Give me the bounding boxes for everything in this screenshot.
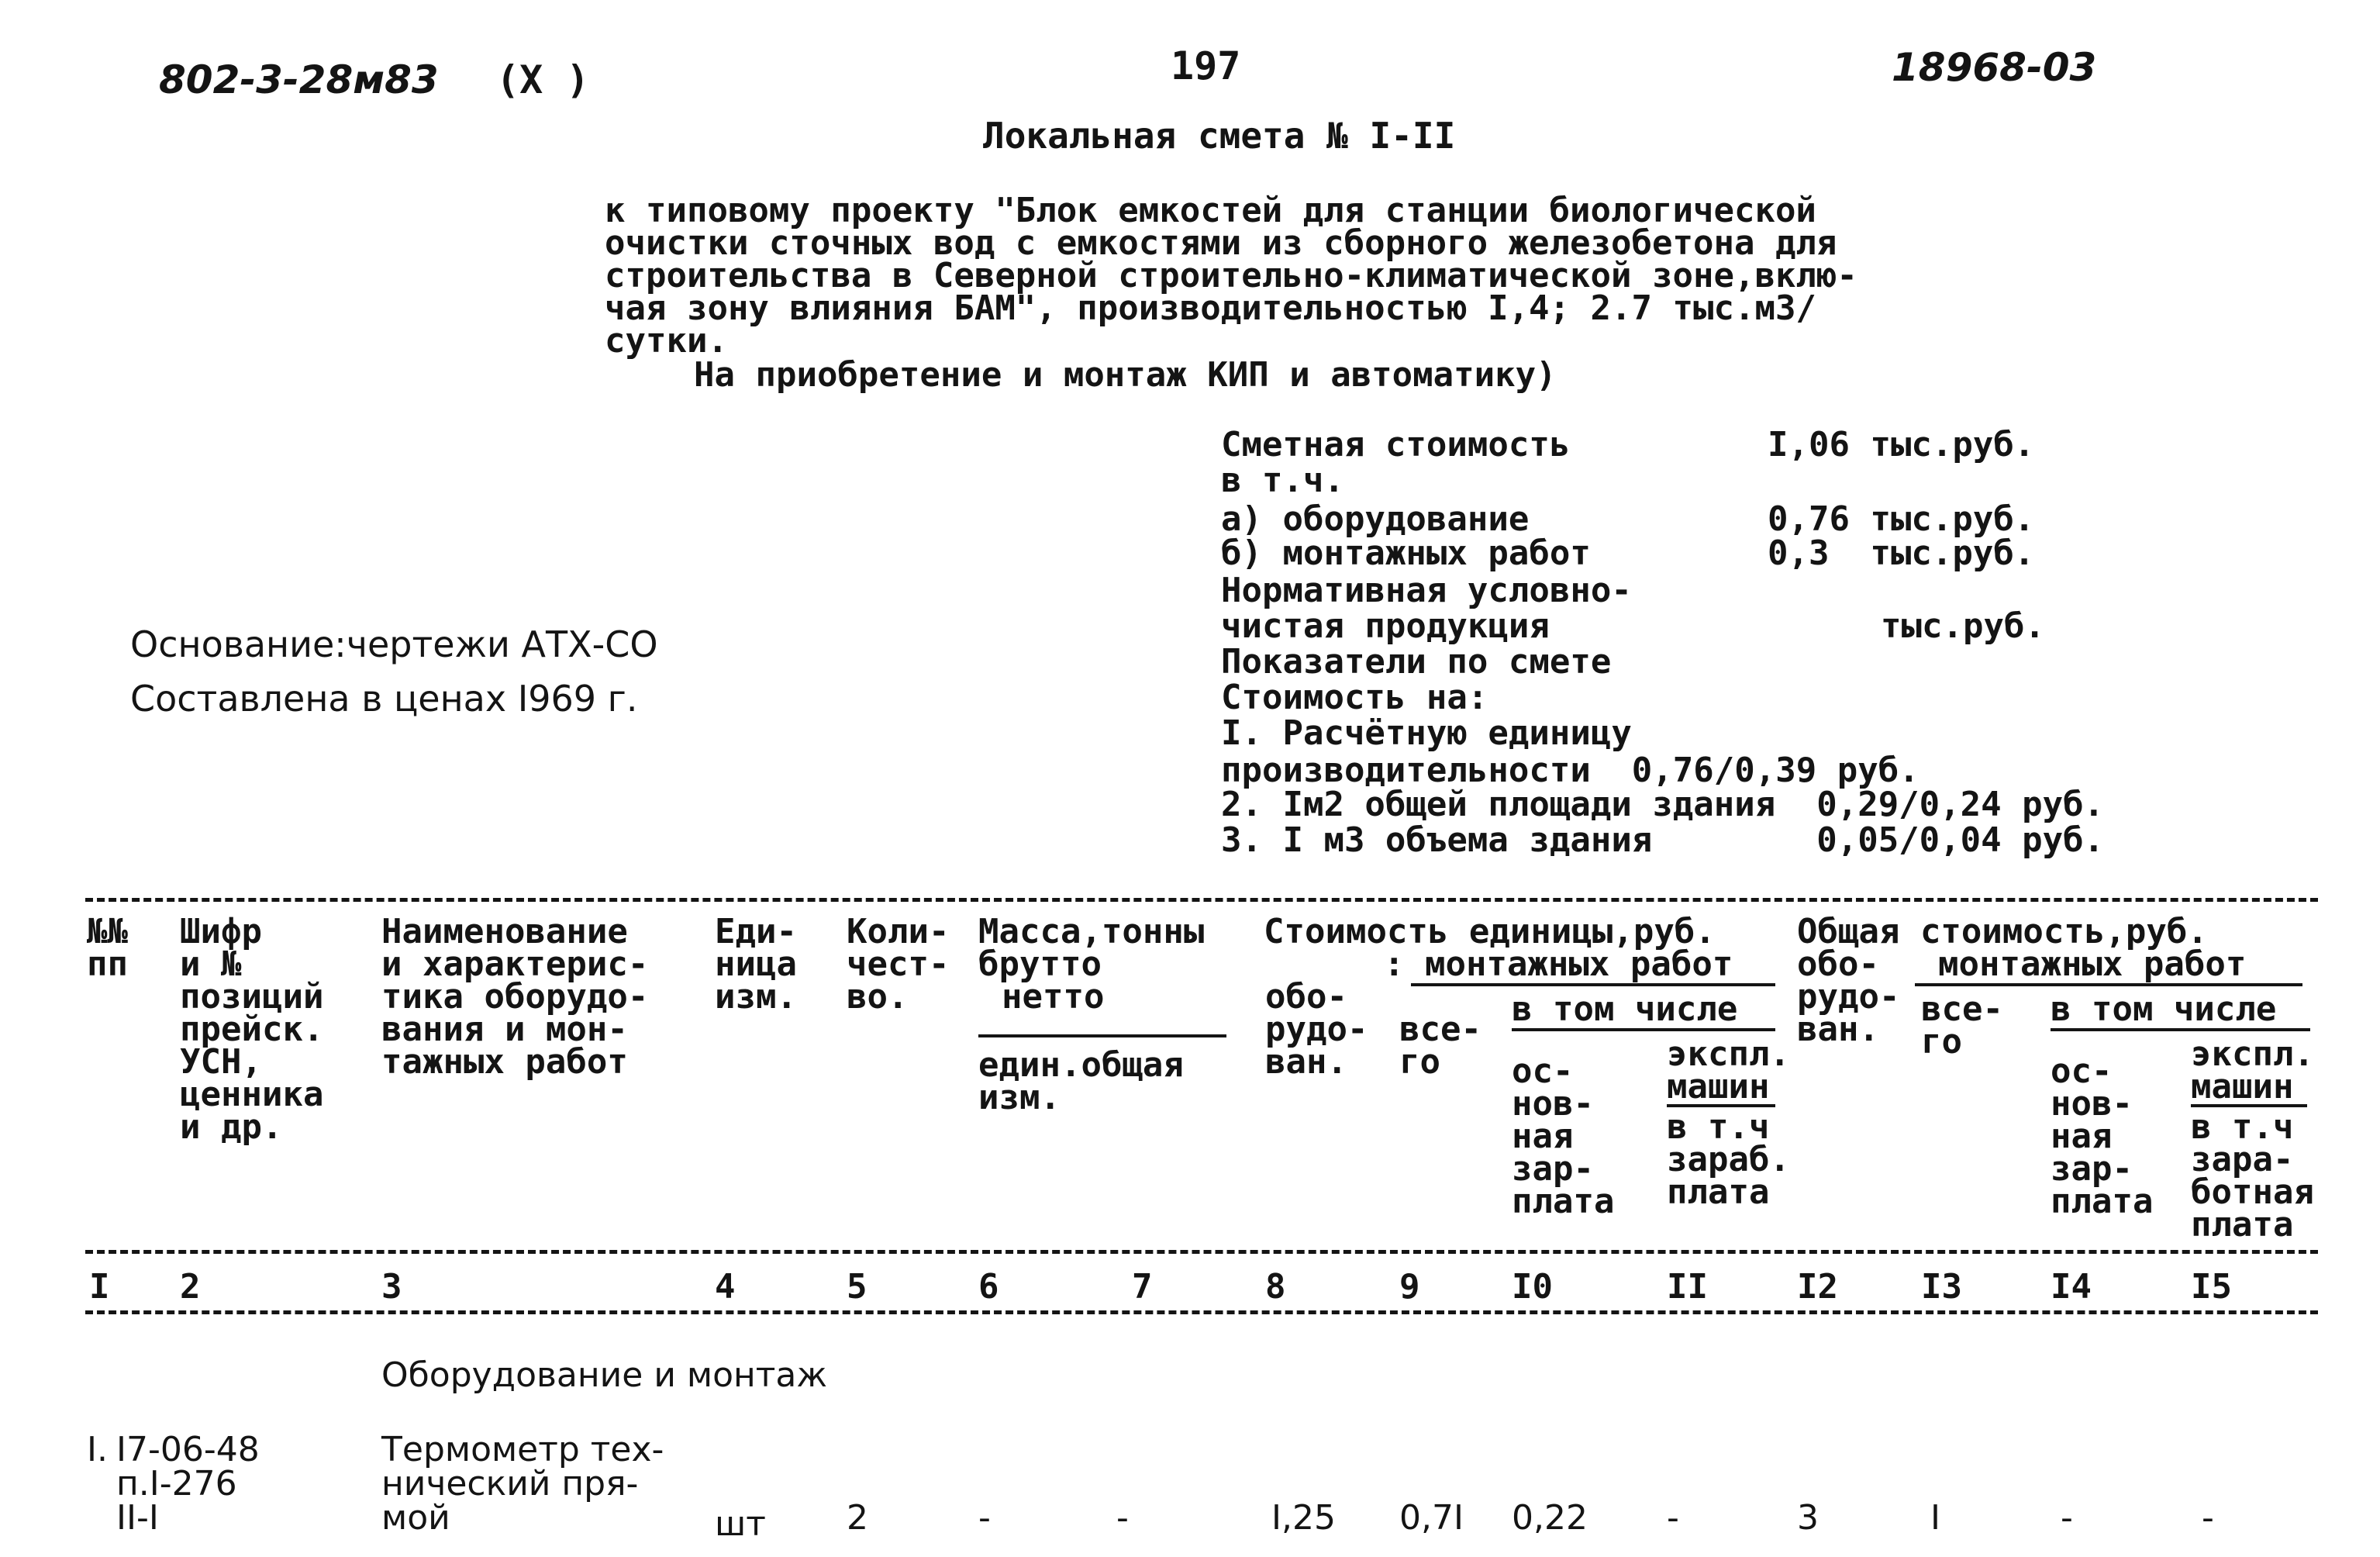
header-cell: все- [1399, 1010, 1481, 1049]
summary-value: тыс.руб. [1881, 606, 2045, 646]
summary-label: 3. I м3 объема здания 0,05/0,04 руб. [1221, 820, 2105, 860]
header-cell: изм. [978, 1078, 1061, 1117]
column-number: I0 [1512, 1267, 1553, 1307]
header-cell: в том числе [2051, 989, 2277, 1029]
row-equip-cost: I,25 [1271, 1498, 1336, 1538]
header-cell: ос- [1512, 1051, 1574, 1091]
row-name: нический пря- [381, 1464, 639, 1503]
header-cell: №№ [87, 912, 128, 951]
header-cell: экспл. [1667, 1034, 1790, 1074]
header-cell: зар- [1512, 1149, 1594, 1189]
header-cell: и др. [180, 1107, 283, 1147]
header-cell: пп [87, 944, 128, 984]
column-number: I4 [2051, 1267, 2092, 1307]
header-rule [2051, 1028, 2310, 1031]
header-cell: изм. [715, 977, 797, 1017]
table-top-rule [85, 898, 2318, 902]
summary-label: Стоимость на: [1221, 678, 1488, 717]
header-cell: зар- [2051, 1149, 2133, 1189]
header-cell: УСН, [180, 1042, 262, 1082]
row-mass-unit: - [978, 1498, 991, 1538]
intro-line: очистки сточных вод с емкостями из сборного железобетона для [605, 223, 1837, 263]
purpose-line: На приобретение и монтаж КИП и автоматику) [694, 355, 1557, 395]
header-cell: вания и мон- [381, 1010, 628, 1049]
header-cell: : монтажных работ [1384, 944, 1733, 984]
header-cell: и характерис- [381, 944, 649, 984]
row-quantity: 2 [847, 1498, 868, 1538]
row-code: II-I [116, 1498, 159, 1538]
header-cell: Еди- [715, 912, 797, 951]
column-number: 5 [847, 1267, 867, 1307]
row-total-equip: 3 [1797, 1498, 1819, 1538]
basis-line: Основание:чертежи АТХ-СО [130, 623, 658, 665]
row-code: п.I-276 [116, 1464, 237, 1503]
document-title: Локальная смета № I-II [983, 115, 1456, 157]
row-code: I7-06-48 [116, 1430, 260, 1469]
header-cell: прейск. [180, 1010, 324, 1049]
row-number: I. [87, 1430, 108, 1469]
row-unit: шт [715, 1504, 766, 1544]
header-cell: нов- [2051, 1084, 2133, 1124]
header-cell: ница [715, 944, 797, 984]
header-cell: обо- [1265, 977, 1347, 1017]
header-cell: ван. [1265, 1042, 1347, 1082]
summary-value: I,06 тыс.руб. [1768, 425, 2035, 464]
header-cell: тажных работ [381, 1042, 628, 1082]
summary-label: производительности 0,76/0,39 руб. [1221, 751, 1920, 790]
intro-line: к типовому проекту "Блок емкостей для станции биологической [605, 191, 1816, 230]
header-cell: Общая стоимость,руб. [1797, 912, 2208, 951]
header-cell: ная [2051, 1117, 2113, 1156]
document-code: 802-3-28м83 [159, 57, 439, 102]
header-cell: зараб. [1667, 1140, 1790, 1179]
inventory-number: 18968-03 [1892, 45, 2097, 90]
header-cell: рудо- [1265, 1010, 1368, 1049]
header-cell: го [1921, 1022, 1962, 1062]
header-cell: плата [2051, 1182, 2154, 1221]
header-cell: един.общая [978, 1045, 1184, 1085]
row-name: Термометр тех- [381, 1430, 664, 1469]
header-cell: плата [1667, 1172, 1770, 1212]
column-number: II [1667, 1267, 1708, 1307]
summary-label: а) оборудование [1221, 499, 1530, 539]
intro-line: строительства в Северной строительно-климатической зоне,вклю- [605, 256, 1857, 295]
header-cell: нов- [1512, 1084, 1594, 1124]
header-cell: во. [847, 977, 909, 1017]
row-mass-total: - [1116, 1498, 1129, 1538]
summary-label: Сметная стоимость [1221, 425, 1571, 464]
row-total-mach: - [2202, 1498, 2214, 1538]
header-rule [1915, 983, 2302, 986]
header-cell: Стоимость единицы,руб. [1264, 912, 1716, 951]
header-cell: экспл. [2191, 1034, 2314, 1074]
header-cell: Шифр [180, 912, 262, 951]
column-number: 9 [1399, 1267, 1420, 1307]
row-name: мой [381, 1498, 450, 1538]
header-cell: монтажных работ [1938, 944, 2247, 984]
column-number: I5 [2191, 1267, 2232, 1307]
summary-value: 0,3 тыс.руб. [1768, 533, 2035, 573]
header-cell: чест- [847, 944, 950, 984]
row-mount-basic: 0,22 [1512, 1498, 1588, 1538]
header-cell: машин [1667, 1067, 1770, 1106]
header-cell: Наименование [381, 912, 628, 951]
header-cell: тика оборудо- [381, 977, 649, 1017]
summary-label: б) монтажных работ [1221, 533, 1591, 573]
column-number-rule [85, 1310, 2318, 1314]
header-rule [1512, 1028, 1775, 1031]
intro-line: сутки. [605, 321, 728, 361]
row-mount-total: 0,7I [1399, 1498, 1464, 1538]
row-mount-mach: - [1667, 1498, 1679, 1538]
column-number: 2 [180, 1267, 201, 1307]
header-cell: обо- [1797, 944, 1879, 984]
header-cell: ботная [2191, 1172, 2314, 1212]
column-number: I3 [1921, 1267, 1962, 1307]
header-cell: го [1399, 1042, 1440, 1082]
column-number: I [89, 1267, 110, 1307]
summary-label: 2. Iм2 общей площади здания 0,29/0,24 руб. [1221, 785, 2105, 824]
column-number: I2 [1797, 1267, 1838, 1307]
header-cell: плата [2191, 1205, 2294, 1245]
section-title: Оборудование и монтаж [381, 1355, 828, 1395]
column-number: 8 [1265, 1267, 1286, 1307]
row-total-mount: I [1930, 1498, 1940, 1538]
header-cell: ван. [1797, 1010, 1879, 1049]
summary-value: 0,76 тыс.руб. [1768, 499, 2035, 539]
page-number: 197 [1171, 43, 1241, 88]
header-cell: Масса,тонны [978, 912, 1205, 951]
header-cell: в том числе [1512, 989, 1738, 1029]
document-marker: (X ) [496, 57, 590, 102]
summary-label: чистая продукция [1221, 606, 1550, 646]
table-header-rule [85, 1250, 2318, 1254]
summary-label: в т.ч. [1221, 461, 1344, 500]
column-number: 3 [381, 1267, 402, 1307]
header-cell: ценника [180, 1075, 324, 1114]
header-cell: ос- [2051, 1051, 2113, 1091]
column-number: 7 [1132, 1267, 1153, 1307]
header-cell: брутто [978, 944, 1102, 984]
header-cell: ная [1512, 1117, 1574, 1156]
header-cell: позиций [180, 977, 324, 1017]
header-rule [978, 1034, 1226, 1037]
column-number: 4 [715, 1267, 736, 1307]
summary-label: I. Расчётную единицу [1221, 713, 1632, 753]
header-cell: плата [1512, 1182, 1615, 1221]
header-cell: нетто [1002, 977, 1105, 1017]
header-rule [1411, 983, 1775, 986]
header-cell: рудо- [1797, 977, 1900, 1017]
header-cell: в т.ч [1667, 1107, 1770, 1147]
summary-label: Показатели по смете [1221, 642, 1612, 682]
header-cell: зара- [2191, 1140, 2294, 1179]
header-cell: машин [2191, 1067, 2294, 1106]
row-total-basic: - [2061, 1498, 2073, 1538]
header-cell: и № [180, 944, 242, 984]
header-cell: все- [1921, 989, 2003, 1029]
prices-line: Составлена в ценах I969 г. [130, 678, 638, 720]
intro-line: чая зону влияния БАМ", производительностью I,4; 2.7 тыс.м3/ [605, 288, 1816, 328]
summary-label: Нормативная условно- [1221, 571, 1632, 610]
header-cell: Коли- [847, 912, 950, 951]
header-cell: в т.ч [2191, 1107, 2294, 1147]
column-number: 6 [978, 1267, 999, 1307]
